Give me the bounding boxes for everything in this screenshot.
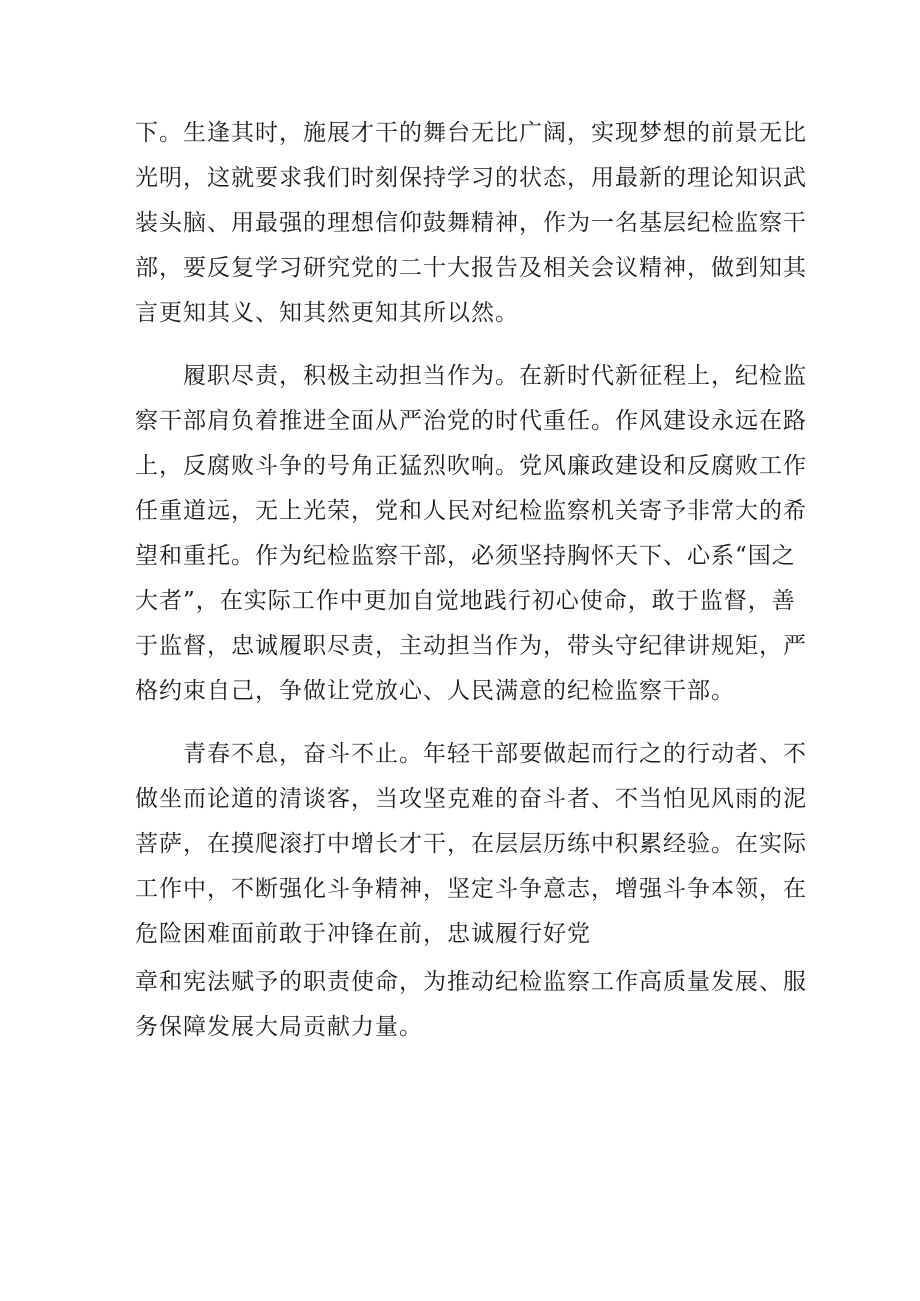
text-line: 大者”，在实际工作中更加自觉地践行初心使命，敢于监督，善	[135, 588, 796, 614]
text-line: 工作中，不断强化斗争精神，坚定斗争意志，增强斗争本领，在	[135, 876, 807, 902]
text-line: 下。生逢其时，施展才干的舞台无比广阔，实现梦想的前景无比	[135, 120, 807, 146]
text-line: 青春不息，奋斗不止。年轻干部要做起而行之的行动者、不	[135, 741, 807, 767]
text-line: 言更知其义、知其然更知其所以然。	[135, 300, 519, 326]
text-line: 上，反腐败斗争的号角正猛烈吹响。党风廉政建设和反腐败工作	[135, 453, 807, 479]
text-line: 务保障发展大局贡献力量。	[135, 1014, 423, 1040]
text-line: 装头脑、用最强的理想信仰鼓舞精神，作为一名基层纪检监察干	[135, 210, 807, 236]
text-line: 履职尽责，积极主动担当作为。在新时代新征程上，纪检监	[135, 363, 807, 389]
text-line: 任重道远，无上光荣，党和人民对纪检监察机关寄予非常大的希	[135, 498, 807, 524]
text-line: 章和宪法赋予的职责使命，为推动纪检监察工作高质量发展、服	[135, 969, 807, 995]
text-line: 望和重托。作为纪检监察干部，必须坚持胸怀天下、心系“国之	[135, 543, 796, 569]
text-line: 做坐而论道的清谈客，当攻坚克难的奋斗者、不当怕见风雨的泥	[135, 786, 807, 812]
text-line: 菩萨，在摸爬滚打中增长才干，在层层历练中积累经验。在实际	[135, 831, 807, 857]
text-line: 于监督，忠诚履职尽责，主动担当作为，带头守纪律讲规矩，严	[135, 633, 807, 659]
text-line: 危险困难面前敢于冲锋在前，忠诚履行好党	[135, 921, 591, 947]
text-line: 光明，这就要求我们时刻保持学习的状态，用最新的理论知识武	[135, 165, 807, 191]
text-line: 格约束自己，争做让党放心、人民满意的纪检监察干部。	[135, 678, 735, 704]
text-line: 部，要反复学习研究党的二十大报告及相关会议精神，做到知其	[135, 255, 807, 281]
text-line: 察干部肩负着推进全面从严治党的时代重任。作风建设永远在路	[135, 408, 807, 434]
